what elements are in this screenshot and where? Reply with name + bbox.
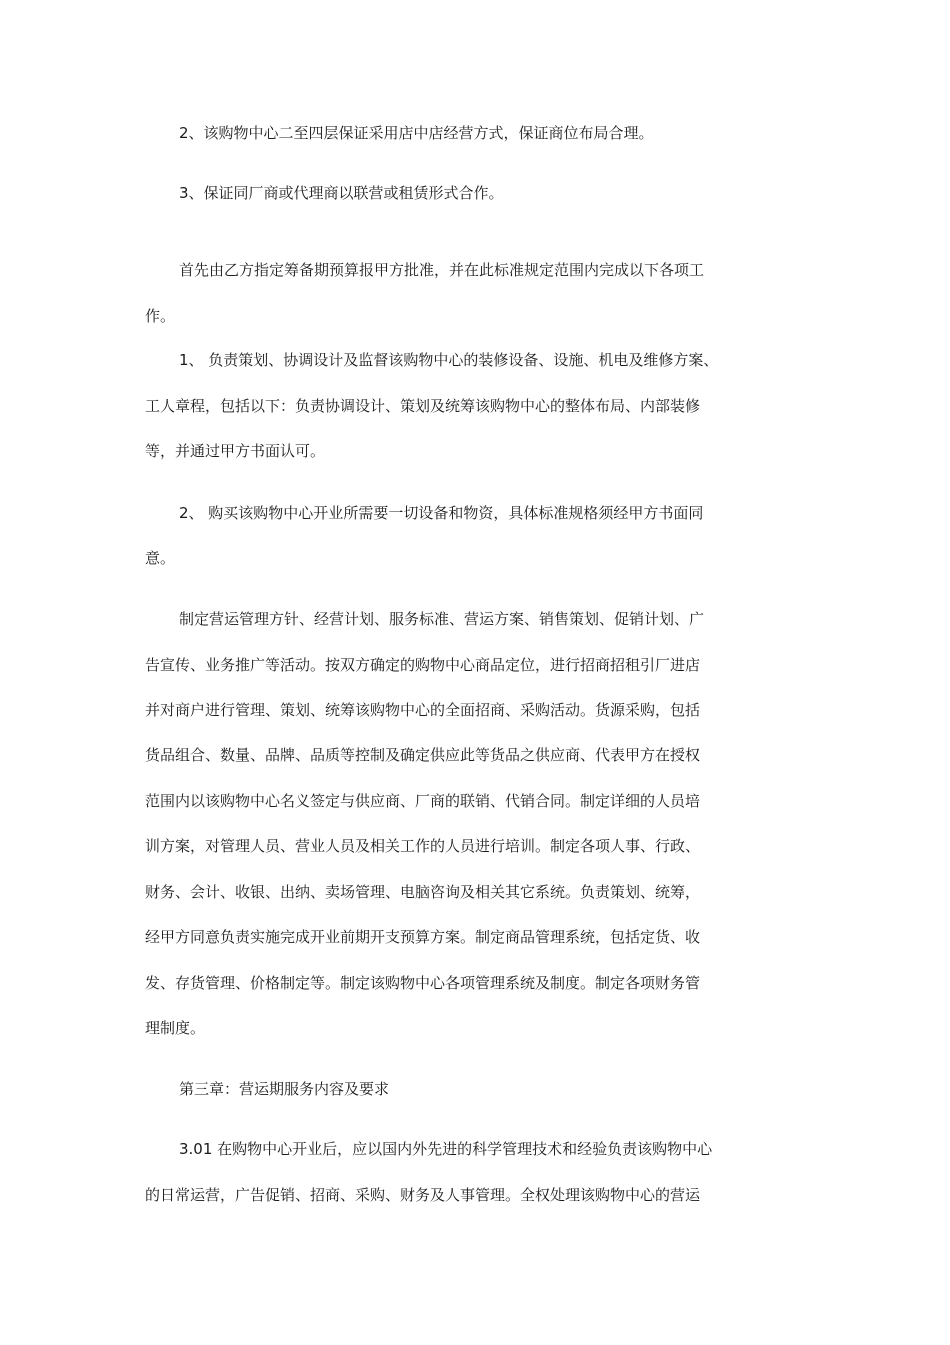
- paragraph-operations-plan: [145, 612, 745, 1036]
- text-line: 制定营运管理方针、经营计划、服务标准、营运方案、销售策划、促销计划、广: [179, 610, 705, 628]
- text-line: 2、 购买该购物中心开业所需要一切设备和物资，具体标准规格须经甲方书面同: [179, 504, 704, 522]
- text-line: 训方案，对管理人员、营业人员及相关工作的人员进行培训。制定各项人事、行政、: [145, 837, 701, 855]
- text-line: 工人章程，包括以下：负责协调设计、策划及统筹该购物中心的整体布局、内部装修: [145, 397, 701, 415]
- text-line: 1、 负责策划、协调设计及监督该购物中心的装修设备、设施、机电及维修方案、: [179, 351, 719, 369]
- paragraph-3-01: [145, 1142, 745, 1203]
- paragraph-item-design: [145, 353, 745, 459]
- text-line: 的日常运营，广告促销、招商、采购、财务及人事管理。全权处理该购物中心的营运: [145, 1186, 701, 1204]
- text-line: 并对商户进行管理、策划、统筹该购物中心的全面招商、采购活动。货源采购，包括: [145, 701, 701, 719]
- text-line: 首先由乙方指定筹备期预算报甲方批准，并在此标准规定范围内完成以下各项工: [179, 261, 705, 279]
- text-line: 2、该购物中心二至四层保证采用店中店经营方式，保证商位布局合理。: [179, 124, 654, 142]
- text-line: 等，并通过甲方书面认可。: [145, 442, 326, 460]
- text-line: 发、存货管理、价格制定等。制定该购物中心各项管理系统及制度。制定各项财务管: [145, 974, 701, 992]
- text-line: 作。: [145, 307, 176, 325]
- text-line: 范围内以该购物中心名义签定与供应商、厂商的联销、代销合同。制定详细的人员培: [145, 792, 701, 810]
- paragraph-item-equipment: [145, 506, 745, 566]
- chapter-heading: [145, 1082, 745, 1097]
- text-line: 财务、会计、收银、出纳、卖场管理、电脑咨询及相关其它系统。负责策划、统筹，: [145, 883, 701, 901]
- text-line: 告宣传、业务推广等活动。按双方确定的购物中心商品定位，进行招商招租引厂进店: [145, 656, 701, 674]
- text-line: 经甲方同意负责实施完成开业前期开支预算方案。制定商品管理系统，包括定货、收: [145, 928, 701, 946]
- paragraph-budget: [145, 247, 745, 325]
- text-line: 3、保证同厂商或代理商以联营或租赁形式合作。: [179, 184, 504, 202]
- text-line: 理制度。: [145, 1019, 206, 1037]
- text-line: 意。: [145, 549, 176, 567]
- paragraph-floor-layout: [145, 126, 745, 141]
- text-line: 第三章：营运期服务内容及要求: [179, 1080, 390, 1098]
- text-line: 货品组合、数量、品牌、品质等控制及确定供应此等货品之供应商、代表甲方在授权: [145, 746, 701, 764]
- text-line: 3.01 在购物中心开业后，应以国内外先进的科学管理技术和经验负责该购物中心: [179, 1140, 713, 1158]
- paragraph-cooperation: [145, 186, 745, 201]
